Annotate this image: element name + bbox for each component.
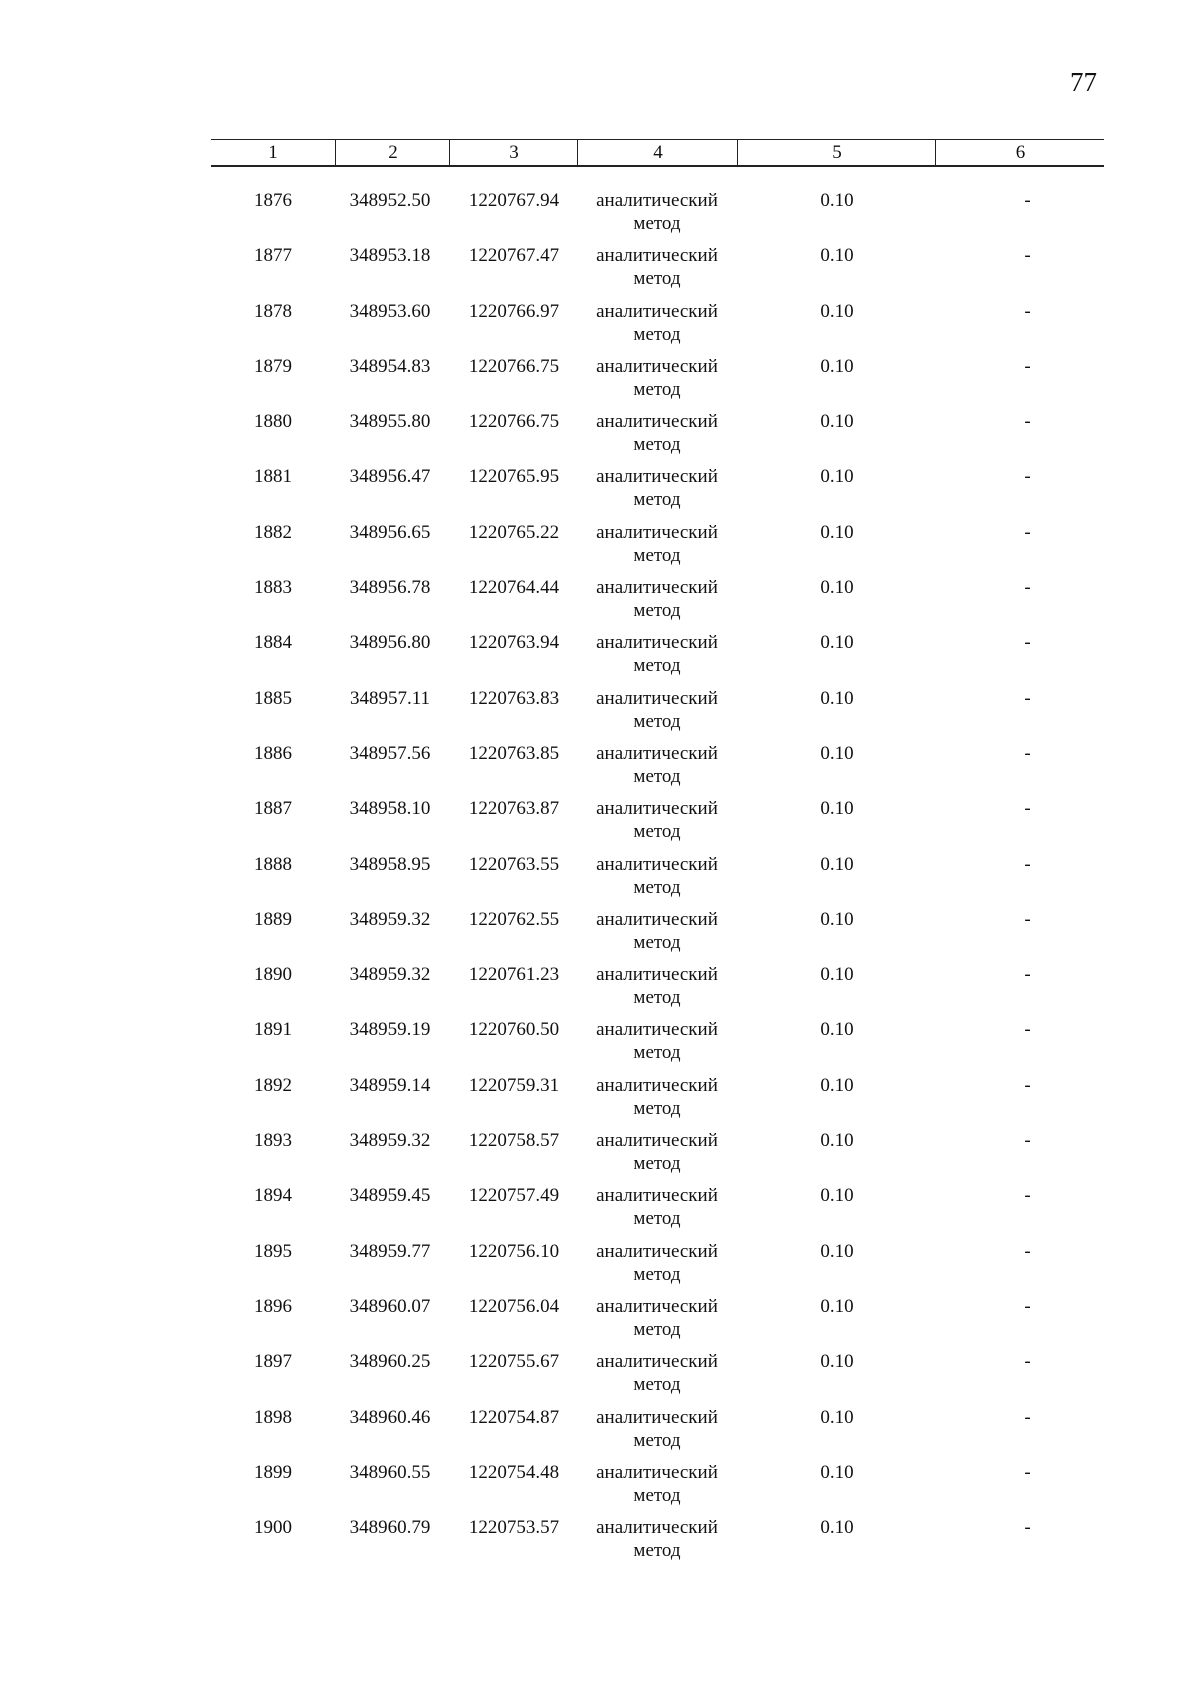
point-number-cell: 1898	[254, 1406, 292, 1428]
x-coordinate-cell: 348959.45	[349, 1185, 431, 1207]
table-row	[211, 1406, 1104, 1461]
method-line-1: аналитический	[596, 1517, 718, 1539]
note-cell: -	[1024, 300, 1031, 322]
x-coordinate-cell: 348952.50	[349, 190, 431, 211]
y-coordinate-cell: 1220753.57	[468, 1517, 560, 1539]
table-row	[211, 521, 1104, 576]
point-number-cell: 1883	[254, 577, 292, 599]
x-coordinate-cell: 348960.79	[349, 1517, 431, 1539]
method-line-2: метод	[633, 1374, 681, 1396]
note-cell: -	[1024, 687, 1031, 709]
y-coordinate-cell: 1220766.75	[468, 411, 560, 433]
point-number-cell: 1885	[254, 687, 292, 709]
accuracy-cell: 0.10	[820, 1240, 854, 1262]
method-line-1: аналитический	[596, 798, 718, 820]
table-row	[211, 1184, 1104, 1239]
method-line-2: метод	[633, 213, 681, 234]
method-cell	[577, 1240, 737, 1286]
point-number-cell: 1886	[254, 742, 292, 764]
x-coordinate-cell: 348960.25	[349, 1351, 431, 1373]
method-line-2: метод	[633, 1208, 681, 1230]
header-col-3: 3	[449, 140, 578, 165]
y-coordinate-cell: 1220756.10	[468, 1240, 560, 1262]
note-cell: -	[1024, 1130, 1031, 1152]
table-row	[211, 1461, 1104, 1516]
table-row	[211, 1018, 1104, 1073]
x-coordinate-cell: 348959.32	[349, 908, 431, 930]
y-coordinate-cell: 1220767.94	[468, 190, 560, 211]
point-number-cell: 1884	[254, 632, 292, 654]
note-cell: -	[1024, 355, 1031, 377]
note-cell: -	[1024, 1517, 1031, 1539]
table-row	[211, 853, 1104, 908]
x-coordinate-cell: 348958.10	[349, 798, 431, 820]
point-number-cell: 1876	[254, 190, 292, 211]
method-line-1: аналитический	[596, 853, 718, 875]
y-coordinate-cell: 1220763.83	[468, 687, 560, 709]
table-header-row	[211, 139, 1104, 167]
table-row	[211, 1074, 1104, 1129]
header-col-5: 5	[737, 140, 936, 165]
method-line-1: аналитический	[596, 1351, 718, 1373]
accuracy-cell: 0.10	[820, 1295, 854, 1317]
point-number-cell: 1895	[254, 1240, 292, 1262]
method-cell	[577, 853, 737, 899]
header-col-6: 6	[935, 140, 1105, 165]
accuracy-cell: 0.10	[820, 1351, 854, 1373]
method-cell	[577, 355, 737, 401]
accuracy-cell: 0.10	[820, 687, 854, 709]
note-cell: -	[1024, 245, 1031, 267]
accuracy-cell: 0.10	[820, 964, 854, 986]
accuracy-cell: 0.10	[820, 742, 854, 764]
method-line-1: аналитический	[596, 190, 718, 211]
x-coordinate-cell: 348956.65	[349, 521, 431, 543]
accuracy-cell: 0.10	[820, 466, 854, 488]
note-cell: -	[1024, 1406, 1031, 1428]
method-line-2: метод	[633, 765, 681, 787]
x-coordinate-cell: 348960.07	[349, 1295, 431, 1317]
method-line-1: аналитический	[596, 521, 718, 543]
point-number-cell: 1896	[254, 1295, 292, 1317]
point-number-cell: 1879	[254, 355, 292, 377]
accuracy-cell: 0.10	[820, 798, 854, 820]
method-line-1: аналитический	[596, 1074, 718, 1096]
y-coordinate-cell: 1220754.48	[468, 1461, 560, 1483]
y-coordinate-cell: 1220763.85	[468, 742, 560, 764]
method-line-1: аналитический	[596, 245, 718, 267]
accuracy-cell: 0.10	[820, 411, 854, 433]
point-number-cell: 1894	[254, 1185, 292, 1207]
point-number-cell: 1891	[254, 1019, 292, 1041]
y-coordinate-cell: 1220765.22	[468, 521, 560, 543]
x-coordinate-cell: 348954.83	[349, 355, 431, 377]
table-row	[211, 742, 1104, 797]
x-coordinate-cell: 348957.11	[349, 687, 431, 709]
method-line-1: аналитический	[596, 1019, 718, 1041]
accuracy-cell: 0.10	[820, 853, 854, 875]
note-cell: -	[1024, 742, 1031, 764]
y-coordinate-cell: 1220760.50	[468, 1019, 560, 1041]
method-line-2: метод	[633, 987, 681, 1009]
method-line-1: аналитический	[596, 466, 718, 488]
method-cell	[577, 963, 737, 1009]
method-line-2: метод	[633, 489, 681, 511]
note-cell: -	[1024, 1351, 1031, 1373]
point-number-cell: 1897	[254, 1351, 292, 1373]
table-row	[211, 189, 1104, 244]
note-cell: -	[1024, 466, 1031, 488]
note-cell: -	[1024, 798, 1031, 820]
method-cell	[577, 1406, 737, 1452]
method-line-1: аналитический	[596, 908, 718, 930]
note-cell: -	[1024, 853, 1031, 875]
table-row	[211, 465, 1104, 520]
y-coordinate-cell: 1220767.47	[468, 245, 560, 267]
method-cell	[577, 576, 737, 622]
table-row	[211, 1129, 1104, 1184]
method-cell	[577, 1018, 737, 1064]
method-line-2: метод	[633, 268, 681, 290]
method-line-2: метод	[633, 1540, 681, 1562]
method-cell	[577, 410, 737, 456]
method-line-2: метод	[633, 1318, 681, 1340]
note-cell: -	[1024, 190, 1031, 211]
method-cell	[577, 521, 737, 567]
x-coordinate-cell: 348956.78	[349, 577, 431, 599]
method-cell	[577, 189, 737, 235]
method-line-2: метод	[633, 710, 681, 732]
y-coordinate-cell: 1220766.75	[468, 355, 560, 377]
accuracy-cell: 0.10	[820, 1019, 854, 1041]
method-line-1: аналитический	[596, 411, 718, 433]
y-coordinate-cell: 1220755.67	[468, 1351, 560, 1373]
method-line-1: аналитический	[596, 1185, 718, 1207]
point-number-cell: 1887	[254, 798, 292, 820]
method-line-1: аналитический	[596, 1295, 718, 1317]
x-coordinate-cell: 348956.80	[349, 632, 431, 654]
method-line-1: аналитический	[596, 1240, 718, 1262]
note-cell: -	[1024, 521, 1031, 543]
table-row	[211, 687, 1104, 742]
method-cell	[577, 1516, 737, 1562]
method-line-2: метод	[633, 544, 681, 566]
y-coordinate-cell: 1220761.23	[468, 964, 560, 986]
method-line-2: метод	[633, 434, 681, 456]
table-row	[211, 244, 1104, 299]
y-coordinate-cell: 1220759.31	[468, 1074, 560, 1096]
table-row	[211, 908, 1104, 963]
point-number-cell: 1882	[254, 521, 292, 543]
method-cell	[577, 742, 737, 788]
note-cell: -	[1024, 1295, 1031, 1317]
method-line-2: метод	[633, 1484, 681, 1506]
table-row	[211, 797, 1104, 852]
method-line-2: метод	[633, 1042, 681, 1064]
method-cell	[577, 300, 737, 346]
note-cell: -	[1024, 1074, 1031, 1096]
y-coordinate-cell: 1220763.87	[468, 798, 560, 820]
note-cell: -	[1024, 908, 1031, 930]
y-coordinate-cell: 1220764.44	[468, 577, 560, 599]
note-cell: -	[1024, 632, 1031, 654]
x-coordinate-cell: 348959.14	[349, 1074, 431, 1096]
accuracy-cell: 0.10	[820, 355, 854, 377]
accuracy-cell: 0.10	[820, 245, 854, 267]
note-cell: -	[1024, 1019, 1031, 1041]
method-cell	[577, 687, 737, 733]
method-line-1: аналитический	[596, 355, 718, 377]
x-coordinate-cell: 348956.47	[349, 466, 431, 488]
table-body	[211, 189, 1104, 1571]
x-coordinate-cell: 348958.95	[349, 853, 431, 875]
point-number-cell: 1899	[254, 1461, 292, 1483]
table-row	[211, 963, 1104, 1018]
x-coordinate-cell: 348959.77	[349, 1240, 431, 1262]
accuracy-cell: 0.10	[820, 1517, 854, 1539]
method-line-2: метод	[633, 1429, 681, 1451]
y-coordinate-cell: 1220763.55	[468, 853, 560, 875]
method-cell	[577, 631, 737, 677]
method-line-1: аналитический	[596, 300, 718, 322]
point-number-cell: 1889	[254, 908, 292, 930]
method-cell	[577, 908, 737, 954]
x-coordinate-cell: 348953.18	[349, 245, 431, 267]
accuracy-cell: 0.10	[820, 577, 854, 599]
method-line-2: метод	[633, 323, 681, 345]
y-coordinate-cell: 1220763.94	[468, 632, 560, 654]
accuracy-cell: 0.10	[820, 1406, 854, 1428]
method-line-1: аналитический	[596, 1130, 718, 1152]
method-cell	[577, 1074, 737, 1120]
accuracy-cell: 0.10	[820, 300, 854, 322]
method-cell	[577, 244, 737, 290]
note-cell: -	[1024, 1461, 1031, 1483]
point-number-cell: 1878	[254, 300, 292, 322]
point-number-cell: 1888	[254, 853, 292, 875]
method-cell	[577, 1350, 737, 1396]
method-line-1: аналитический	[596, 1406, 718, 1428]
method-cell	[577, 1184, 737, 1230]
method-line-2: метод	[633, 378, 681, 400]
y-coordinate-cell: 1220757.49	[468, 1185, 560, 1207]
accuracy-cell: 0.10	[820, 1461, 854, 1483]
coordinates-table	[211, 139, 1104, 1562]
table-row	[211, 355, 1104, 410]
method-line-2: метод	[633, 931, 681, 953]
method-line-2: метод	[633, 1097, 681, 1119]
method-line-1: аналитический	[596, 632, 718, 654]
note-cell: -	[1024, 577, 1031, 599]
method-line-2: метод	[633, 1153, 681, 1175]
method-line-1: аналитический	[596, 1461, 718, 1483]
x-coordinate-cell: 348960.55	[349, 1461, 431, 1483]
method-line-1: аналитический	[596, 577, 718, 599]
note-cell: -	[1024, 964, 1031, 986]
y-coordinate-cell: 1220754.87	[468, 1406, 560, 1428]
accuracy-cell: 0.10	[820, 632, 854, 654]
x-coordinate-cell: 348953.60	[349, 300, 431, 322]
method-line-1: аналитический	[596, 687, 718, 709]
method-cell	[577, 1461, 737, 1507]
y-coordinate-cell: 1220758.57	[468, 1130, 560, 1152]
note-cell: -	[1024, 1240, 1031, 1262]
point-number-cell: 1893	[254, 1130, 292, 1152]
method-line-2: метод	[633, 1263, 681, 1285]
point-number-cell: 1881	[254, 466, 292, 488]
table-row	[211, 576, 1104, 631]
note-cell: -	[1024, 1185, 1031, 1207]
x-coordinate-cell: 348959.32	[349, 1130, 431, 1152]
table-row	[211, 1350, 1104, 1405]
table-row	[211, 631, 1104, 686]
page-number: 77	[1070, 67, 1097, 97]
point-number-cell: 1900	[254, 1517, 292, 1539]
table-row	[211, 1516, 1104, 1571]
note-cell: -	[1024, 411, 1031, 433]
y-coordinate-cell: 1220765.95	[468, 466, 560, 488]
method-line-2: метод	[633, 876, 681, 898]
y-coordinate-cell: 1220762.55	[468, 908, 560, 930]
table-row	[211, 1240, 1104, 1295]
x-coordinate-cell: 348959.32	[349, 964, 431, 986]
method-line-2: метод	[633, 655, 681, 677]
accuracy-cell: 0.10	[820, 908, 854, 930]
table-row	[211, 1295, 1104, 1350]
accuracy-cell: 0.10	[820, 1185, 854, 1207]
x-coordinate-cell: 348959.19	[349, 1019, 431, 1041]
method-cell	[577, 797, 737, 843]
accuracy-cell: 0.10	[820, 1074, 854, 1096]
x-coordinate-cell: 348955.80	[349, 411, 431, 433]
method-cell	[577, 465, 737, 511]
table-row	[211, 300, 1104, 355]
method-line-2: метод	[633, 600, 681, 622]
method-line-2: метод	[633, 821, 681, 843]
accuracy-cell: 0.10	[820, 190, 854, 211]
point-number-cell: 1877	[254, 245, 292, 267]
point-number-cell: 1880	[254, 411, 292, 433]
accuracy-cell: 0.10	[820, 521, 854, 543]
header-col-2: 2	[335, 140, 450, 165]
point-number-cell: 1892	[254, 1074, 292, 1096]
table-row	[211, 410, 1104, 465]
x-coordinate-cell: 348960.46	[349, 1406, 431, 1428]
y-coordinate-cell: 1220756.04	[468, 1295, 560, 1317]
y-coordinate-cell: 1220766.97	[468, 300, 560, 322]
method-line-1: аналитический	[596, 742, 718, 764]
method-cell	[577, 1129, 737, 1175]
accuracy-cell: 0.10	[820, 1130, 854, 1152]
point-number-cell: 1890	[254, 964, 292, 986]
header-col-1: 1	[268, 142, 278, 163]
method-cell	[577, 1295, 737, 1341]
header-col-4: 4	[577, 140, 738, 165]
x-coordinate-cell: 348957.56	[349, 742, 431, 764]
method-line-1: аналитический	[596, 964, 718, 986]
